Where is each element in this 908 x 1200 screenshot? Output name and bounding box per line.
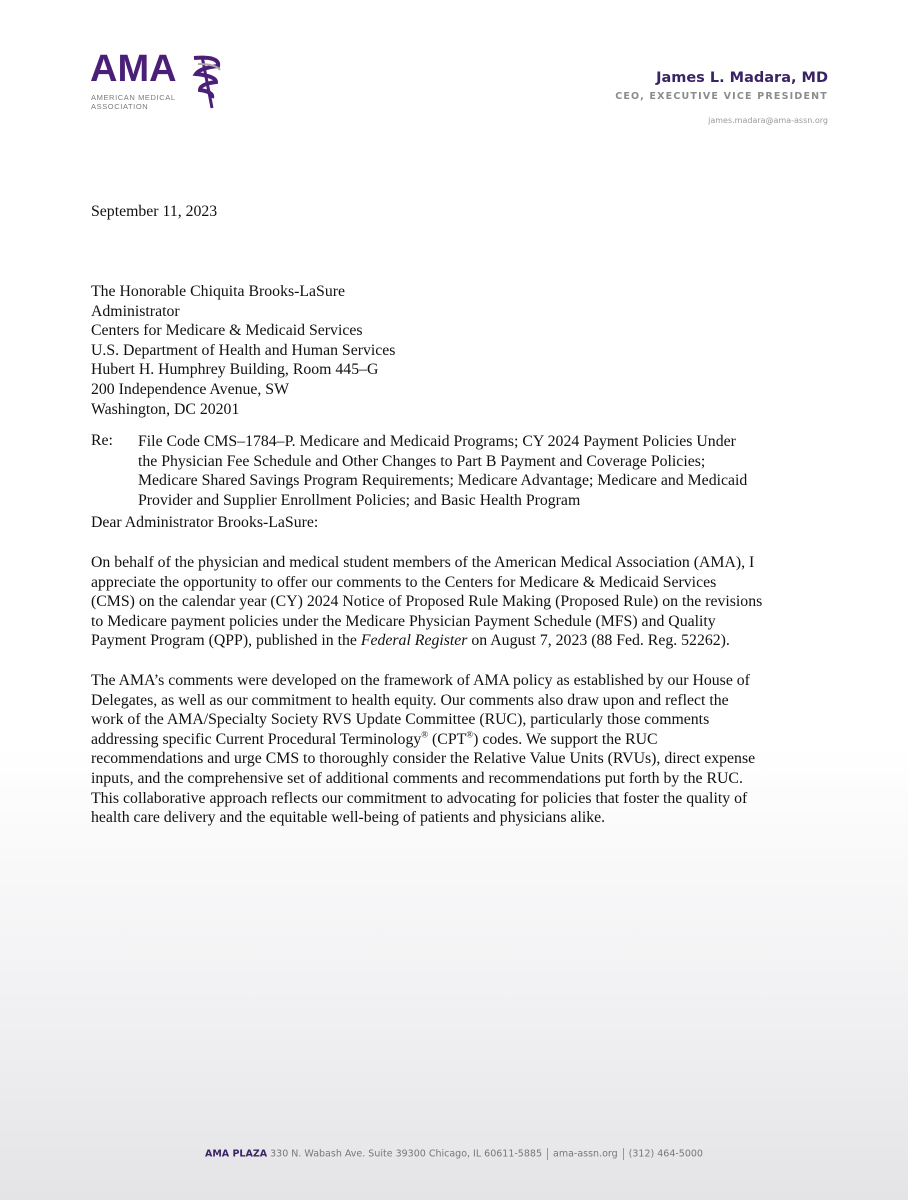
paragraph-line: inputs, and the comprehensive set of additional comments and recommendations put forth by the RUC.	[91, 769, 743, 787]
footer-address: 330 N. Wabash Ave. Suite 39300 Chicago, IL 60611-5885	[270, 1148, 542, 1160]
text-segment: on August 7, 2023 (88 Fed. Reg. 52262).	[467, 632, 730, 650]
sender-email[interactable]: james.madara@ama-assn.org	[708, 116, 828, 125]
paragraph-line: The AMA’s comments were developed on the framework of AMA policy as established by our House of	[91, 672, 750, 689]
re-label: Re:	[91, 432, 113, 449]
text-segment: ) codes. We support the RUC	[473, 730, 658, 748]
footer-website[interactable]: ama-assn.org	[553, 1148, 618, 1160]
sender-block	[615, 70, 828, 125]
registered-mark: ®	[421, 729, 429, 740]
re-line: File Code CMS–1784–P. Medicare and Medicaid Programs; CY 2024 Payment Policies Under	[138, 433, 736, 450]
address-line: 200 Independence Avenue, SW	[91, 380, 289, 398]
paragraph-line: On behalf of the physician and medical student members of the American Medical Association (AMA), I	[91, 554, 755, 571]
divider	[547, 1148, 548, 1160]
text-segment: addressing specific Current Procedural Terminology	[91, 730, 422, 748]
sender-name: James L. Madara, MD	[656, 70, 828, 86]
logo-subtitle: AMERICAN MEDICAL ASSOCIATION	[91, 93, 176, 111]
paragraph-2	[91, 671, 755, 828]
footer-plaza: AMA PLAZA	[205, 1148, 268, 1160]
footer-phone: (312) 464-5000	[628, 1148, 703, 1160]
re-line: Medicare Shared Savings Program Requirements; Medicare Advantage; Medicare and Medicaid	[138, 472, 748, 490]
paragraph-line	[91, 631, 762, 651]
address-line: U.S. Department of Health and Human Services	[91, 341, 396, 359]
text-segment: Payment Program (QPP), published in the	[91, 632, 361, 650]
registered-mark: ®	[466, 729, 474, 740]
paragraph-line	[91, 730, 755, 750]
address-line: Centers for Medicare & Medicaid Services	[91, 322, 363, 340]
address-line: Hubert H. Humphrey Building, Room 445–G	[91, 361, 379, 379]
paragraph-line: Delegates, as well as our commitment to health equity. Our comments also draw upon and reflect the	[91, 691, 729, 709]
address-line: The Honorable Chiquita Brooks-LaSure	[91, 283, 346, 300]
divider	[623, 1148, 624, 1160]
logo-text: AMA	[90, 48, 177, 90]
paragraph-1	[91, 553, 762, 651]
salutation: Dear Administrator Brooks-LaSure:	[91, 514, 319, 531]
ama-logo	[90, 48, 230, 112]
re-line: the Physician Fee Schedule and Other Changes to Part B Payment and Coverage Policies;	[138, 452, 706, 470]
recipient-address	[91, 282, 395, 419]
paragraph-line: appreciate the opportunity to offer our comments to the Centers for Medicare & Medicaid Services	[91, 573, 717, 591]
paragraph-line: This collaborative approach reflects our commitment to advocating for policies that foster the quality of	[91, 789, 748, 807]
address-line: Washington, DC 20201	[91, 400, 240, 418]
paragraph-line: recommendations and urge CMS to thoroughly consider the Relative Value Units (RVUs), direct expense	[91, 750, 756, 768]
paragraph-line: work of the AMA/Specialty Society RVS Update Committee (RUC), particularly those comments	[91, 711, 710, 729]
paragraph-line: health care delivery and the equitable well-being of patients and physicians alike.	[91, 809, 606, 827]
letter-date: September 11, 2023	[91, 203, 218, 220]
re-subject	[138, 432, 747, 510]
paragraph-line: to Medicare payment policies under the Medicare Physician Payment Schedule (MFS) and Quality	[91, 612, 716, 630]
paragraph-line: (CMS) on the calendar year (CY) 2024 Notice of Proposed Rule Making (Proposed Rule) on the revisions	[91, 593, 763, 611]
address-line: Administrator	[91, 302, 180, 320]
footer	[0, 1148, 908, 1160]
caduceus-icon	[190, 52, 224, 110]
sender-title: CEO, EXECUTIVE VICE PRESIDENT	[615, 91, 828, 102]
re-line: Provider and Supplier Enrollment Policies; and Basic Health Program	[138, 491, 581, 509]
federal-register-italic: Federal Register	[360, 632, 468, 650]
text-segment: (CPT	[428, 730, 467, 748]
